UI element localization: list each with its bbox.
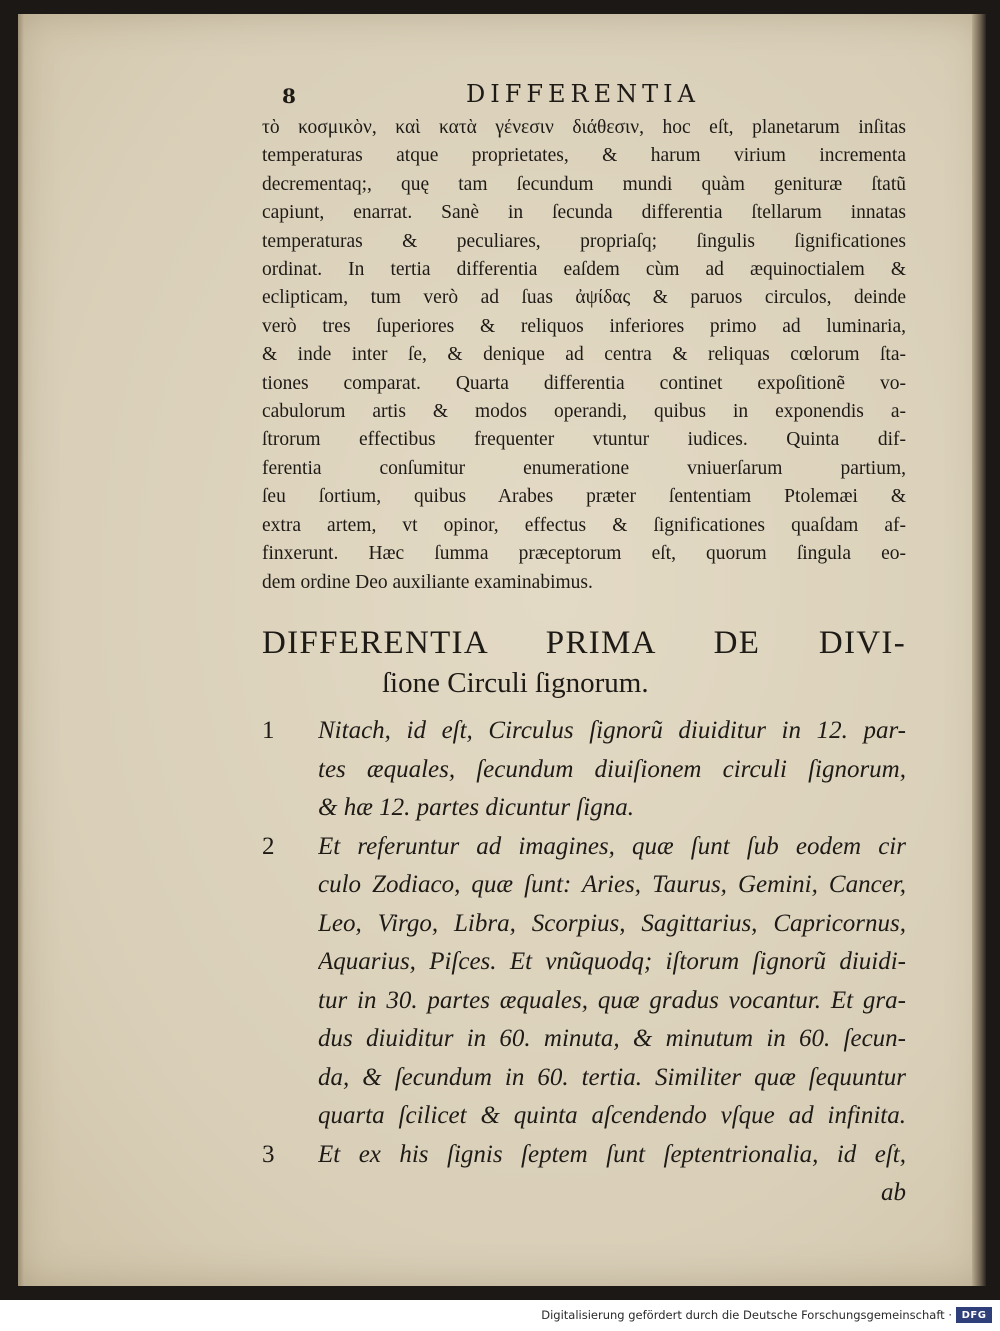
text-line: τὸ κοσμικὸν, καὶ κατὰ γένεσιν διάθεσιν, hoc eſt, planetarum inſitas [262, 117, 906, 138]
text-line: & inde inter ſe, & denique ad centra & reliquas cœlorum ſta- [262, 344, 906, 366]
paragraph-line [262, 1059, 906, 1098]
page-header [0, 80, 1000, 116]
text-line: decrementaq;, quę tam ſecundum mundi quàm genituræ ſtatũ [262, 173, 906, 195]
paragraph-text: tur in 30. partes æquales, quæ gradus vocantur. Et gra- [318, 986, 906, 1014]
section-heading-line-1: DIFFERENTIA PRIMA DE DIVI- [262, 625, 906, 661]
intro-text [262, 114, 906, 597]
text-line: tiones comparat. Quarta differentia continet expoſitionẽ vo- [262, 372, 906, 394]
text-line: verò tres ſuperiores & reliquos inferiores primo ad luminaria, [262, 315, 906, 337]
paragraph-line [262, 828, 906, 867]
footer-bar [0, 1300, 1000, 1331]
paragraph-text: & hæ 12. partes dicuntur ſigna. [318, 794, 634, 821]
page-left-edge [18, 14, 24, 1286]
text-line: temperaturas & peculiares, propriaſq; ſingulis ſignificationes [262, 230, 906, 252]
paragraph-line [262, 1136, 906, 1175]
text-line: ferentia conſumitur enumeratione vniuerſarum partium, [262, 457, 906, 479]
paragraph-number: 3 [262, 1140, 275, 1168]
paragraph-text: Et ex his ſignis ſeptem ſunt ſeptentrionalia, id eſt, [318, 1140, 906, 1168]
paragraph-line [262, 866, 906, 905]
paragraph-line [262, 1174, 906, 1213]
paragraph-text: Nitach, id eſt, Circulus ſignorũ diuiditur in 12. par- [318, 717, 906, 744]
paragraph-number: 1 [262, 717, 275, 744]
text-line: finxerunt. Hæc ſumma præceptorum eſt, quorum ſingula eo- [262, 543, 906, 565]
paragraph-line [262, 905, 906, 944]
section-body [262, 712, 906, 1213]
catchword: ab [881, 1179, 906, 1206]
running-title: DIFFERENTIA [466, 80, 700, 108]
text-line: capiunt, enarrat. Sanè in ſecunda differentia ſtellarum innatas [262, 202, 906, 224]
text-line: ſeu ſortium, quibus Arabes præter ſententiam Ptolemæi & [262, 486, 906, 508]
text-line: temperaturas atque proprietates, & harum virium incrementa [262, 145, 906, 167]
paragraph-line [262, 751, 906, 790]
text-line: extra artem, vt opinor, effectus & ſignificationes quaſdam af- [262, 514, 906, 536]
paragraph-text: tes æquales, ſecundum diuiſionem circuli ſignorum, [318, 755, 906, 783]
page-number: 8 [282, 84, 296, 108]
paragraph-line [262, 982, 906, 1021]
paragraph-line [262, 1020, 906, 1059]
text-line: ordinat. In tertia differentia eaſdem cùm ad æquinoctialem & [262, 259, 906, 281]
funding-notice: Digitalisierung gefördert durch die Deutsche Forschungsgemeinschaft · [541, 1308, 952, 1322]
paragraph-number: 2 [262, 832, 275, 860]
paragraph-text: Leo, Virgo, Libra, Scorpius, Sagittarius, Capricornus, [318, 909, 906, 937]
section-heading [262, 623, 906, 703]
paragraph-text: quarta ſcilicet & quinta aſcendendo vſque ad infinita. [318, 1102, 906, 1129]
paragraph-line [262, 1097, 906, 1136]
dfg-logo: DFG [956, 1307, 992, 1323]
paragraph-line [262, 943, 906, 982]
text-line: eclipticam, tum verò ad ſuas ἀψίδας & paruos circulos, deinde [262, 287, 906, 309]
paragraph-text: culo Zodiaco, quæ ſunt: Aries, Taurus, Gemini, Cancer, [318, 871, 906, 898]
paragraph-text: da, & ſecundum in 60. tertia. Similiter quæ ſequuntur [318, 1063, 906, 1091]
paragraph-text: Et referuntur ad imagines, quæ ſunt ſub eodem cir [318, 832, 906, 860]
paragraph-line [262, 789, 906, 828]
book-spine [972, 14, 986, 1286]
section-heading-line-2: ſione Circuli ſignorum. [382, 667, 649, 699]
text-line: ſtrorum effectibus frequenter vtuntur iudices. Quinta dif- [262, 429, 906, 451]
text-line: dem ordine Deo auxiliante examinabimus. [262, 571, 593, 593]
paragraph-text: Aquarius, Piſces. Et vnũquodq; iſtorum ſignorũ diuidi- [318, 948, 906, 975]
text-line: cabulorum artis & modos operandi, quibus in exponendis a- [262, 401, 906, 423]
paragraph-line [262, 712, 906, 751]
paragraph-text: dus diuiditur in 60. minuta, & minutum in 60. ſecun- [318, 1025, 906, 1052]
